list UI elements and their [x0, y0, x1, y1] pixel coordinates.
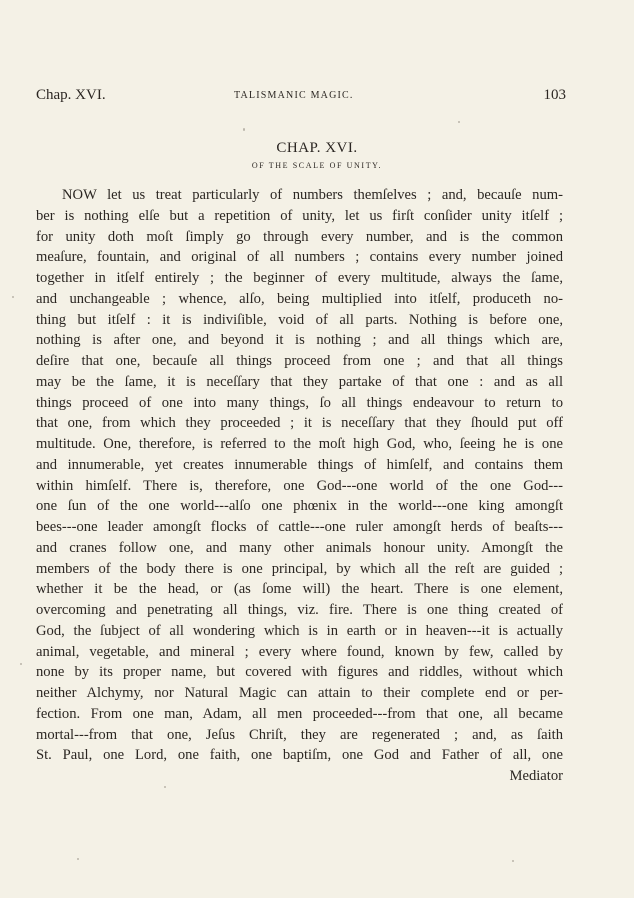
text-line: may be the ſame, it is neceſſary that they partake of that one : and as all — [36, 373, 563, 390]
text-line: mortal---from that one, Jeſus Chriſt, they are regenerated ; and, as ſaith — [36, 726, 563, 743]
text-line: and unchangeable ; whence, alſo, being multiplied into itſelf, produceth no- — [36, 290, 563, 307]
text-line: deſire that one, becauſe all things proceed from one ; and that all things — [36, 353, 563, 369]
ink-speck — [512, 860, 514, 862]
text-line: together in itſelf entirely ; the beginner of every multitude, always the ſame, — [36, 270, 563, 286]
text-line: thing but itſelf : it is indiviſible, void of all parts. Nothing is before one, — [36, 311, 563, 328]
chapter-title: CHAP. XVI. — [276, 140, 358, 156]
text-line: multitude. One, therefore, is referred to the moſt high God, who, ſeeing he is one — [36, 436, 563, 452]
catchword: Mediator — [509, 768, 563, 784]
ink-speck — [77, 858, 79, 860]
ink-speck — [458, 121, 460, 123]
body-text — [36, 185, 563, 787]
text-line: for unity doth moſt ſimply go through every number, and is the common — [36, 228, 563, 245]
text-line: fection. From one man, Adam, all men proceeded---from that one, all became — [36, 705, 563, 722]
chapter-subtitle: OF THE SCALE OF UNITY. — [251, 161, 383, 170]
running-head-chapter: Chap. XVI. — [36, 87, 106, 103]
text-line: and innumerable, yet creates innumerable things of himſelf, and contains them — [36, 456, 563, 473]
text-line: within himſelf. There is, therefore, one God---one world of the one God--- — [36, 477, 563, 494]
text-line: none by its proper name, but covered with figures and riddles, without which — [36, 664, 563, 681]
text-line: nothing is after one, and beyond it is nothing ; and all things which are, — [36, 332, 563, 349]
text-line: meaſure, fountain, and original of all numbers ; contains every number joined — [36, 249, 563, 266]
text-line: animal, vegetable, and mineral ; every where found, known by few, called by — [36, 643, 563, 660]
text-line: that one, from which they proceeded ; it is neceſſary that they ſhould put off — [36, 415, 563, 432]
running-head — [36, 87, 566, 107]
ink-speck — [164, 786, 166, 788]
text-line: whether it be the head, or (as ſome will) the heart. There is one element, — [36, 581, 563, 598]
text-line: ber is nothing elſe but a repetition of unity, let us firſt conſider unity itſelf ; — [36, 207, 563, 224]
page-number: 103 — [543, 87, 566, 103]
text-line: neither Alchymy, nor Natural Magic can attain to their complete end or per- — [36, 685, 563, 701]
text-line: NOW let us treat particularly of numbers themſelves ; and, becauſe num- — [62, 187, 563, 203]
text-line: bees---one leader amongſt flocks of cattle---one ruler amongſt herds of beaſts--- — [36, 519, 563, 535]
text-line: one ſun of the one world---alſo one phœnix in the world---one king amongſt — [36, 498, 563, 515]
running-head-title: TALISMANIC MAGIC. — [234, 90, 354, 101]
text-line: and cranes follow one, and many other animals honour unity. Amongſt the — [36, 539, 563, 556]
text-line: things proceed of one into many things, ſo all things endeavour to return to — [36, 394, 563, 411]
ink-speck — [243, 128, 245, 131]
ink-speck — [20, 663, 22, 665]
text-line: overcoming and penetrating all things, viz. fire. There is one thing created of — [36, 602, 563, 618]
text-line: St. Paul, one Lord, one faith, one baptiſm, one God and Father of all, one — [36, 747, 563, 764]
text-line: God, the ſubject of all wondering which is in earth or in heaven---it is actually — [36, 622, 563, 639]
ink-speck — [12, 296, 14, 298]
text-line: members of the body there is one principal, by which all the reſt are guided ; — [36, 560, 563, 577]
